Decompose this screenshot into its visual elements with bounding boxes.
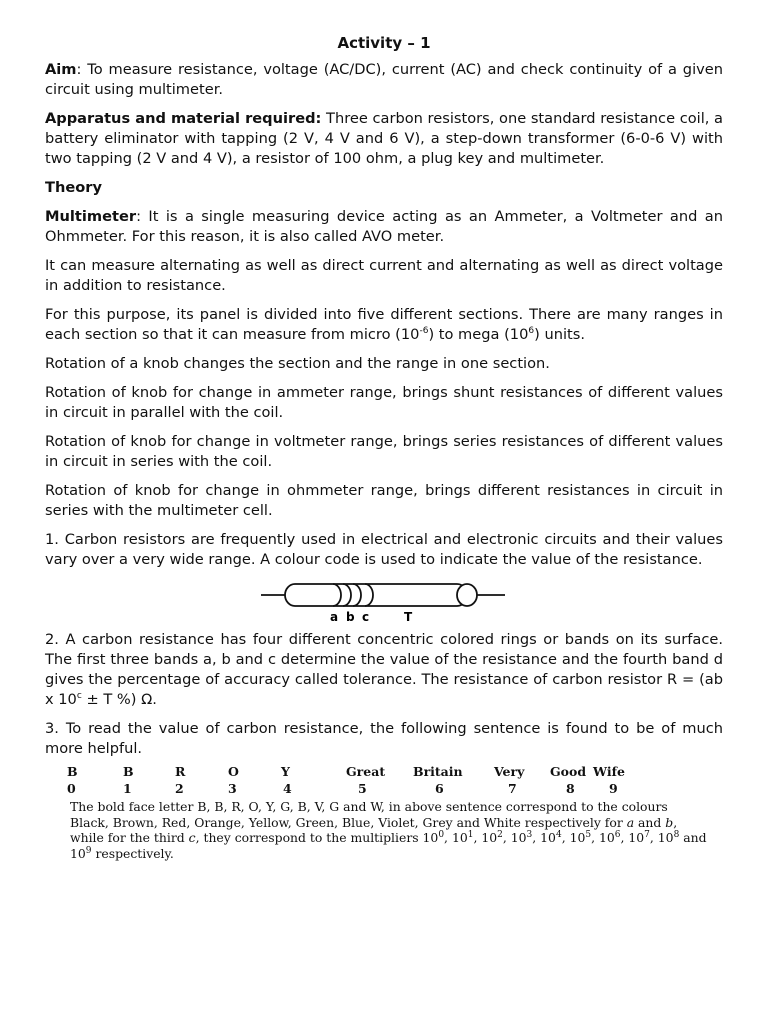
multiplier-sep: , bbox=[532, 830, 541, 845]
apparatus-label: Apparatus and material required: bbox=[45, 110, 322, 127]
multiplier-exp: 3 bbox=[526, 829, 533, 840]
note-var-a: a bbox=[626, 814, 635, 830]
mnemonic-word: Very bbox=[494, 764, 525, 779]
note-var-b: b bbox=[665, 814, 674, 830]
note-text-1: The bold face letter B, B, R, O, Y, G, B, V, G and W, in above sentence correspond to the colours Black, Brown, Red, Orange, Yellow, Green, Blue, Violet, Grey and White respectively for bbox=[70, 799, 668, 830]
mnemonic-digit: 4 bbox=[283, 781, 292, 796]
mnemonic-word: Good bbox=[550, 764, 587, 779]
mnemonic-word: Y bbox=[281, 764, 290, 779]
multiplier-sep: , bbox=[591, 830, 599, 845]
aim-text: : To measure resistance, voltage (AC/DC), current (AC) and check continuity of a given circuit using multimeter. bbox=[45, 61, 723, 98]
mnemonic-digit: 2 bbox=[175, 781, 184, 796]
theory-heading: Theory bbox=[45, 179, 102, 196]
multiplier-sep: , bbox=[620, 830, 629, 845]
multiplier-sep: , bbox=[561, 830, 570, 845]
ac-dc-paragraph: It can measure alternating as well as direct current and alternating as well as direct voltage in addition to resistance. bbox=[45, 257, 723, 294]
multiplier-exp: 1 bbox=[467, 829, 474, 840]
mnemonic-digit: 5 bbox=[358, 781, 367, 796]
panel-text-mid: ) to mega (10 bbox=[428, 326, 529, 343]
mnemonic-word: B bbox=[67, 764, 78, 779]
panel-exp-micro: -6 bbox=[419, 326, 429, 337]
multiplier-exp: 6 bbox=[614, 829, 621, 840]
point-2-text-pre: 2. A carbon resistance has four different concentric colored rings or bands on its surface. The first three bands a, b and c determine the value of the resistance and the fourth band d gives the percentage of accuracy called tolerance. The resistance of carbon resistor R = (ab x 10 bbox=[45, 631, 723, 708]
aim-label: Aim bbox=[45, 61, 77, 78]
page-title: Activity – 1 bbox=[337, 34, 431, 52]
multimeter-text: : It is a single measuring device acting as an Ammeter, a Voltmeter and an Ohmmeter. For this reason, it is also called AVO meter. bbox=[45, 208, 723, 245]
resistor-label-b: b bbox=[346, 610, 355, 624]
multiplier-exp: 7 bbox=[644, 829, 650, 840]
resistor-end-cap bbox=[457, 584, 477, 606]
multiplier-exp: 8 bbox=[673, 829, 680, 840]
note-text-2: and bbox=[634, 814, 666, 830]
point-2-paragraph bbox=[45, 630, 723, 710]
resistor-body bbox=[285, 584, 467, 606]
mnemonic-word: O bbox=[228, 764, 239, 779]
multiplier-base: 10 bbox=[569, 830, 586, 845]
panel-exp-mega: 6 bbox=[528, 326, 535, 337]
point-1-paragraph: 1. Carbon resistors are frequently used in electrical and electronic circuits and their values vary over a very wide range. A colour code is used to indicate the value of the resistance. bbox=[45, 531, 723, 568]
mnemonic-word: R bbox=[175, 764, 186, 779]
multiplier-base: 10 bbox=[540, 830, 556, 845]
multiplier-sep: , bbox=[502, 830, 511, 845]
mnemonic-word: Great bbox=[346, 764, 386, 779]
multiplier-sep: respectively. bbox=[91, 845, 174, 861]
mnemonic-word: Britain bbox=[413, 764, 463, 779]
aim-paragraph bbox=[45, 60, 723, 100]
multiplier-base: 10 bbox=[657, 830, 674, 845]
point-2-exp: c bbox=[76, 691, 82, 702]
multimeter-paragraph bbox=[45, 207, 723, 247]
colour-code-note bbox=[70, 799, 710, 861]
panel-text-pre: For this purpose, its panel is divided into five different sections. There are many ranges in each section so that it can measure from micro (10 bbox=[45, 306, 723, 343]
colour-code-mnemonic bbox=[67, 763, 643, 797]
multiplier-base: 10 bbox=[70, 845, 86, 861]
mnemonic-digit: 6 bbox=[435, 781, 444, 796]
resistor-label-t: T bbox=[404, 610, 413, 624]
resistor-label-a: a bbox=[330, 610, 339, 624]
carbon-resistor-diagram bbox=[259, 576, 509, 624]
ammeter-paragraph: Rotation of knob for change in ammeter range, brings shunt resistances of different values in circuit in parallel with the coil. bbox=[45, 384, 723, 421]
multiplier-exp: 0 bbox=[438, 829, 445, 840]
apparatus-paragraph bbox=[45, 109, 723, 169]
mnemonic-digit: 9 bbox=[609, 781, 618, 796]
mnemonic-digit: 3 bbox=[228, 781, 237, 796]
point-3-paragraph: 3. To read the value of carbon resistance, the following sentence is found to be of much more helpful. bbox=[45, 720, 723, 757]
multiplier-base: 10 bbox=[510, 830, 527, 845]
multiplier-base: 10 bbox=[598, 830, 615, 845]
document-page bbox=[45, 34, 723, 861]
panel-paragraph bbox=[45, 305, 723, 345]
mnemonic-word: B bbox=[123, 764, 134, 779]
mnemonic-words-row bbox=[67, 763, 643, 780]
multiplier-exp: 4 bbox=[555, 829, 562, 840]
multiplier-base: 10 bbox=[481, 830, 498, 845]
voltmeter-paragraph: Rotation of knob for change in voltmeter range, brings series resistances of different values in circuit in series with the coil. bbox=[45, 433, 723, 470]
panel-text-post: ) units. bbox=[534, 326, 585, 343]
multiplier-exp: 9 bbox=[85, 845, 92, 856]
note-text-4: , they correspond to the multipliers 10 bbox=[195, 830, 439, 845]
resistor-label-c: c bbox=[362, 610, 370, 624]
knob-paragraph: Rotation of a knob changes the section and the range in one section. bbox=[45, 355, 550, 372]
note-text-3: , while for the third bbox=[70, 814, 678, 845]
mnemonic-digit: 8 bbox=[566, 781, 575, 796]
apparatus-text: Three carbon resistors, one standard resistance coil, a battery eliminator with tapping (2 V, 4 V and 6 V), a step-down transformer (6-0-6 V) with two tapping (2 V and 4 V), a resistor of 100 ohm, a plug key and multimeter. bbox=[45, 110, 723, 167]
multiplier-sep: and bbox=[679, 830, 707, 845]
multiplier-sep: , bbox=[444, 830, 448, 845]
multiplier-base: 10 bbox=[628, 830, 645, 845]
multiplier-exp: 5 bbox=[585, 829, 592, 840]
multiplier-base: 10 bbox=[451, 830, 468, 845]
mnemonic-digit: 7 bbox=[508, 781, 517, 796]
mnemonic-digit: 1 bbox=[123, 781, 132, 796]
multimeter-label: Multimeter bbox=[45, 208, 137, 225]
note-var-c: c bbox=[188, 830, 196, 845]
ohmmeter-paragraph: Rotation of knob for change in ohmmeter range, brings different resistances in circuit in series with the multimeter cell. bbox=[45, 482, 723, 519]
mnemonic-word: Wife bbox=[593, 764, 625, 779]
multiplier-sep: , bbox=[649, 830, 658, 845]
multiplier-exp: 2 bbox=[497, 829, 503, 840]
point-2-text-post: ± T %) Ω. bbox=[81, 691, 157, 708]
multiplier-sep: , bbox=[473, 830, 482, 845]
mnemonic-digits-row bbox=[67, 780, 643, 797]
mnemonic-digit: 0 bbox=[67, 781, 76, 796]
